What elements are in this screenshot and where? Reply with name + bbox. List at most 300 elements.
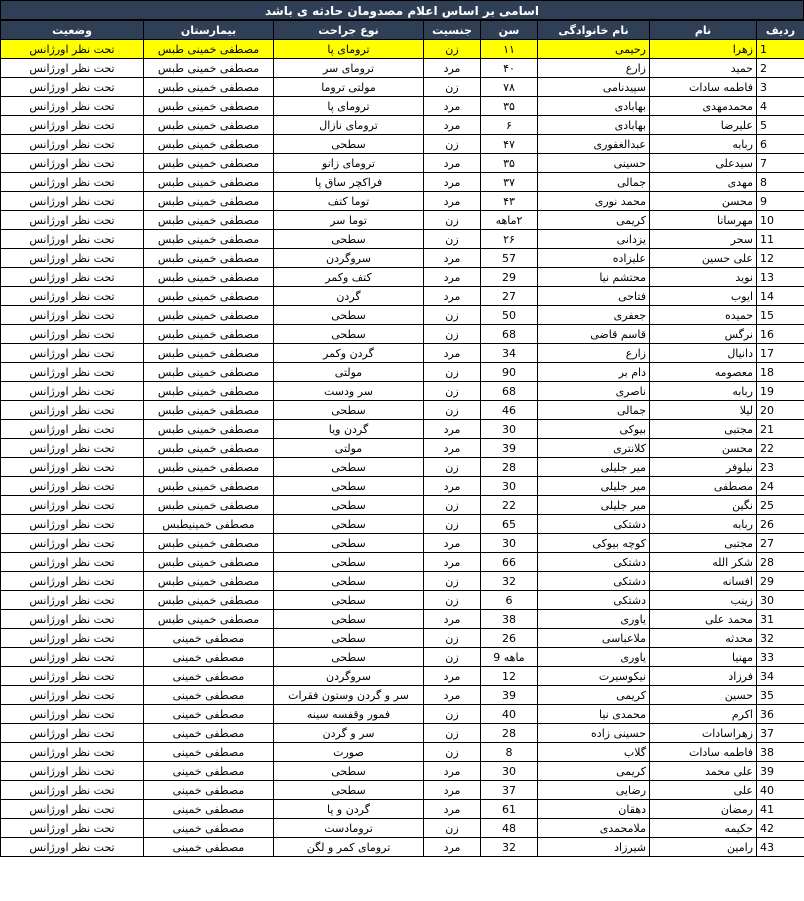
cell-sex[interactable]: مرد	[424, 667, 481, 686]
cell-first-name[interactable]: افسانه	[650, 572, 757, 591]
cell-first-name[interactable]: علی محمد	[650, 762, 757, 781]
cell-sex[interactable]: مرد	[424, 154, 481, 173]
cell-surgery[interactable]: سطحی	[274, 610, 424, 629]
cell-sex[interactable]: مرد	[424, 173, 481, 192]
cell-age[interactable]: ۴۰	[481, 59, 538, 78]
cell-age[interactable]: ۴۳	[481, 192, 538, 211]
cell-family-name[interactable]: قاسم قاضی	[538, 325, 650, 344]
cell-family-name[interactable]: سپیدنامی	[538, 78, 650, 97]
cell-first-name[interactable]: ربابه	[650, 135, 757, 154]
cell-family-name[interactable]: دشتکی	[538, 515, 650, 534]
table-row[interactable]	[1, 287, 804, 306]
cell-age[interactable]: 27	[481, 287, 538, 306]
cell-index[interactable]: 20	[757, 401, 804, 420]
cell-sex[interactable]: مرد	[424, 781, 481, 800]
cell-status[interactable]: تحت نظر اورژانس	[1, 192, 144, 211]
cell-hospital[interactable]: مصطفی خمینی طبس	[144, 306, 274, 325]
cell-index[interactable]: 23	[757, 458, 804, 477]
cell-sex[interactable]: زن	[424, 743, 481, 762]
cell-sex[interactable]: زن	[424, 819, 481, 838]
cell-family-name[interactable]: کوچه بیوکی	[538, 534, 650, 553]
cell-family-name[interactable]: حسینی زاده	[538, 724, 650, 743]
cell-surgery[interactable]: گردن ویا	[274, 420, 424, 439]
cell-first-name[interactable]: محسن	[650, 439, 757, 458]
cell-hospital[interactable]: مصطفی خمینی طبس	[144, 534, 274, 553]
cell-family-name[interactable]: زارع	[538, 344, 650, 363]
cell-status[interactable]: تحت نظر اورژانس	[1, 173, 144, 192]
cell-index[interactable]: 22	[757, 439, 804, 458]
cell-index[interactable]: 2	[757, 59, 804, 78]
cell-hospital[interactable]: مصطفی خمینی	[144, 724, 274, 743]
cell-status[interactable]: تحت نظر اورژانس	[1, 287, 144, 306]
cell-first-name[interactable]: ربابه	[650, 382, 757, 401]
cell-surgery[interactable]: ترومای سر	[274, 59, 424, 78]
table-row[interactable]	[1, 154, 804, 173]
cell-index[interactable]: 32	[757, 629, 804, 648]
cell-index[interactable]: 39	[757, 762, 804, 781]
cell-surgery[interactable]: سطحی	[274, 648, 424, 667]
cell-sex[interactable]: زن	[424, 78, 481, 97]
cell-first-name[interactable]: محسن	[650, 192, 757, 211]
cell-sex[interactable]: مرد	[424, 477, 481, 496]
cell-surgery[interactable]: ترومای نازال	[274, 116, 424, 135]
table-row[interactable]	[1, 743, 804, 762]
cell-first-name[interactable]: معصومه	[650, 363, 757, 382]
table-row[interactable]	[1, 838, 804, 857]
table-row[interactable]	[1, 135, 804, 154]
cell-status[interactable]: تحت نظر اورژانس	[1, 667, 144, 686]
cell-sex[interactable]: مرد	[424, 420, 481, 439]
cell-family-name[interactable]: کریمی	[538, 762, 650, 781]
cell-age[interactable]: ماهه 9	[481, 648, 538, 667]
cell-status[interactable]: تحت نظر اورژانس	[1, 40, 144, 59]
cell-hospital[interactable]: مصطفی خمینی طبس	[144, 59, 274, 78]
cell-sex[interactable]: زن	[424, 230, 481, 249]
cell-surgery[interactable]: گردن	[274, 287, 424, 306]
cell-hospital[interactable]: مصطفی خمینی طبس	[144, 382, 274, 401]
cell-age[interactable]: ۶	[481, 116, 538, 135]
table-row[interactable]	[1, 667, 804, 686]
cell-status[interactable]: تحت نظر اورژانس	[1, 572, 144, 591]
cell-age[interactable]: 65	[481, 515, 538, 534]
cell-family-name[interactable]: گلاب	[538, 743, 650, 762]
cell-age[interactable]: ۳۵	[481, 154, 538, 173]
cell-family-name[interactable]: فتاحی	[538, 287, 650, 306]
table-row[interactable]	[1, 800, 804, 819]
cell-sex[interactable]: مرد	[424, 268, 481, 287]
cell-surgery[interactable]: سطحی	[274, 762, 424, 781]
cell-status[interactable]: تحت نظر اورژانس	[1, 800, 144, 819]
cell-index[interactable]: 1	[757, 40, 804, 59]
cell-age[interactable]: 48	[481, 819, 538, 838]
cell-index[interactable]: 12	[757, 249, 804, 268]
cell-sex[interactable]: مرد	[424, 610, 481, 629]
cell-sex[interactable]: زن	[424, 135, 481, 154]
cell-status[interactable]: تحت نظر اورژانس	[1, 553, 144, 572]
cell-family-name[interactable]: یاوری	[538, 610, 650, 629]
cell-index[interactable]: 16	[757, 325, 804, 344]
cell-family-name[interactable]: محمد نوری	[538, 192, 650, 211]
table-row[interactable]	[1, 40, 804, 59]
table-row[interactable]	[1, 173, 804, 192]
cell-sex[interactable]: مرد	[424, 762, 481, 781]
cell-surgery[interactable]: صورت	[274, 743, 424, 762]
cell-hospital[interactable]: مصطفی خمینی طبس	[144, 211, 274, 230]
cell-index[interactable]: 36	[757, 705, 804, 724]
cell-status[interactable]: تحت نظر اورژانس	[1, 724, 144, 743]
cell-surgery[interactable]: کتف وکمر	[274, 268, 424, 287]
cell-first-name[interactable]: مهرسانا	[650, 211, 757, 230]
cell-surgery[interactable]: مولتی	[274, 439, 424, 458]
cell-family-name[interactable]: میر جلیلی	[538, 458, 650, 477]
cell-hospital[interactable]: مصطفی خمینی طبس	[144, 154, 274, 173]
cell-surgery[interactable]: سر و گردن	[274, 724, 424, 743]
cell-age[interactable]: 37	[481, 781, 538, 800]
cell-family-name[interactable]: یاوری	[538, 648, 650, 667]
cell-age[interactable]: 30	[481, 762, 538, 781]
cell-hospital[interactable]: مصطفی خمینی	[144, 629, 274, 648]
cell-sex[interactable]: زن	[424, 515, 481, 534]
cell-index[interactable]: 28	[757, 553, 804, 572]
cell-surgery[interactable]: سطحی	[274, 515, 424, 534]
cell-family-name[interactable]: دهقان	[538, 800, 650, 819]
table-row[interactable]	[1, 762, 804, 781]
cell-status[interactable]: تحت نظر اورژانس	[1, 211, 144, 230]
table-row[interactable]	[1, 724, 804, 743]
cell-status[interactable]: تحت نظر اورژانس	[1, 629, 144, 648]
cell-family-name[interactable]: دام بر	[538, 363, 650, 382]
cell-family-name[interactable]: جمالی	[538, 173, 650, 192]
cell-sex[interactable]: مرد	[424, 249, 481, 268]
table-row[interactable]	[1, 59, 804, 78]
cell-first-name[interactable]: محمد علی	[650, 610, 757, 629]
cell-surgery[interactable]: سطحی	[274, 477, 424, 496]
cell-family-name[interactable]: کریمی	[538, 211, 650, 230]
table-row[interactable]	[1, 306, 804, 325]
cell-status[interactable]: تحت نظر اورژانس	[1, 648, 144, 667]
cell-first-name[interactable]: دانیال	[650, 344, 757, 363]
cell-status[interactable]: تحت نظر اورژانس	[1, 78, 144, 97]
cell-status[interactable]: تحت نظر اورژانس	[1, 496, 144, 515]
cell-hospital[interactable]: مصطفی خمینی طبس	[144, 477, 274, 496]
col-header-family-name[interactable]: نام خانوادگی	[538, 21, 650, 40]
cell-age[interactable]: 28	[481, 458, 538, 477]
cell-first-name[interactable]: رمضان	[650, 800, 757, 819]
cell-status[interactable]: تحت نظر اورژانس	[1, 154, 144, 173]
cell-first-name[interactable]: حسین	[650, 686, 757, 705]
cell-hospital[interactable]: مصطفی خمینی طبس	[144, 325, 274, 344]
table-row[interactable]	[1, 230, 804, 249]
cell-status[interactable]: تحت نظر اورژانس	[1, 135, 144, 154]
cell-hospital[interactable]: مصطفی خمینی طبس	[144, 610, 274, 629]
cell-index[interactable]: 26	[757, 515, 804, 534]
cell-sex[interactable]: زن	[424, 211, 481, 230]
cell-index[interactable]: 38	[757, 743, 804, 762]
cell-family-name[interactable]: دشتکی	[538, 572, 650, 591]
cell-first-name[interactable]: فرزاد	[650, 667, 757, 686]
cell-age[interactable]: 66	[481, 553, 538, 572]
cell-index[interactable]: 41	[757, 800, 804, 819]
cell-first-name[interactable]: زهرا	[650, 40, 757, 59]
table-row[interactable]	[1, 648, 804, 667]
cell-surgery[interactable]: سطحی	[274, 135, 424, 154]
cell-index[interactable]: 13	[757, 268, 804, 287]
cell-status[interactable]: تحت نظر اورژانس	[1, 781, 144, 800]
cell-surgery[interactable]: سروگردن	[274, 667, 424, 686]
cell-first-name[interactable]: مجتبی	[650, 420, 757, 439]
cell-index[interactable]: 4	[757, 97, 804, 116]
cell-index[interactable]: 42	[757, 819, 804, 838]
table-row[interactable]	[1, 458, 804, 477]
cell-hospital[interactable]: مصطفی خمینی	[144, 781, 274, 800]
cell-surgery[interactable]: سطحی	[274, 781, 424, 800]
cell-status[interactable]: تحت نظر اورژانس	[1, 325, 144, 344]
cell-hospital[interactable]: مصطفی خمینی طبس	[144, 40, 274, 59]
table-row[interactable]	[1, 819, 804, 838]
cell-family-name[interactable]: رضایی	[538, 781, 650, 800]
cell-surgery[interactable]: سطحی	[274, 230, 424, 249]
cell-family-name[interactable]: بهابادی	[538, 97, 650, 116]
cell-surgery[interactable]: گردن و پا	[274, 800, 424, 819]
cell-status[interactable]: تحت نظر اورژانس	[1, 420, 144, 439]
cell-surgery[interactable]: سطحی	[274, 572, 424, 591]
cell-first-name[interactable]: نیلوفر	[650, 458, 757, 477]
cell-family-name[interactable]: رحیمی	[538, 40, 650, 59]
cell-index[interactable]: 10	[757, 211, 804, 230]
col-header-status[interactable]: وضعیت	[1, 21, 144, 40]
cell-hospital[interactable]: مصطفی خمینی	[144, 743, 274, 762]
cell-age[interactable]: 22	[481, 496, 538, 515]
cell-age[interactable]: ۲ماهه	[481, 211, 538, 230]
cell-hospital[interactable]: مصطفی خمینی	[144, 648, 274, 667]
cell-sex[interactable]: زن	[424, 629, 481, 648]
cell-first-name[interactable]: زهراسادات	[650, 724, 757, 743]
cell-first-name[interactable]: نوید	[650, 268, 757, 287]
cell-surgery[interactable]: توما سر	[274, 211, 424, 230]
cell-surgery[interactable]: گردن وکمر	[274, 344, 424, 363]
cell-index[interactable]: 6	[757, 135, 804, 154]
cell-age[interactable]: 32	[481, 572, 538, 591]
table-row[interactable]	[1, 496, 804, 515]
cell-hospital[interactable]: مصطفی خمینی	[144, 667, 274, 686]
cell-age[interactable]: 32	[481, 838, 538, 857]
cell-sex[interactable]: مرد	[424, 59, 481, 78]
cell-hospital[interactable]: مصطفی خمینی طبس	[144, 420, 274, 439]
cell-age[interactable]: ۷۸	[481, 78, 538, 97]
cell-hospital[interactable]: مصطفی خمینی طبس	[144, 230, 274, 249]
cell-family-name[interactable]: ناصری	[538, 382, 650, 401]
table-row[interactable]	[1, 477, 804, 496]
cell-surgery[interactable]: سطحی	[274, 306, 424, 325]
cell-hospital[interactable]: مصطفی خمینیطبس	[144, 515, 274, 534]
cell-index[interactable]: 24	[757, 477, 804, 496]
cell-age[interactable]: 39	[481, 686, 538, 705]
cell-index[interactable]: 43	[757, 838, 804, 857]
cell-family-name[interactable]: جعفری	[538, 306, 650, 325]
col-header-sex[interactable]: جنسیت	[424, 21, 481, 40]
cell-family-name[interactable]: جمالی	[538, 401, 650, 420]
cell-index[interactable]: 35	[757, 686, 804, 705]
cell-surgery[interactable]: سطحی	[274, 534, 424, 553]
cell-hospital[interactable]: مصطفی خمینی	[144, 686, 274, 705]
table-row[interactable]	[1, 515, 804, 534]
col-header-age[interactable]: سن	[481, 21, 538, 40]
cell-sex[interactable]: زن	[424, 363, 481, 382]
cell-family-name[interactable]: ملاعباسی	[538, 629, 650, 648]
table-row[interactable]	[1, 629, 804, 648]
cell-first-name[interactable]: حمیده	[650, 306, 757, 325]
cell-first-name[interactable]: علیرضا	[650, 116, 757, 135]
col-header-hospital[interactable]: بیمارستان	[144, 21, 274, 40]
cell-sex[interactable]: زن	[424, 382, 481, 401]
cell-age[interactable]: 61	[481, 800, 538, 819]
cell-age[interactable]: 68	[481, 325, 538, 344]
cell-surgery[interactable]: ترومای کمر و لگن	[274, 838, 424, 857]
cell-age[interactable]: ۲۶	[481, 230, 538, 249]
cell-first-name[interactable]: سحر	[650, 230, 757, 249]
cell-index[interactable]: 29	[757, 572, 804, 591]
cell-family-name[interactable]: علیزاده	[538, 249, 650, 268]
cell-hospital[interactable]: مصطفی خمینی طبس	[144, 344, 274, 363]
cell-first-name[interactable]: مصطفی	[650, 477, 757, 496]
cell-age[interactable]: 29	[481, 268, 538, 287]
cell-family-name[interactable]: محمدی نیا	[538, 705, 650, 724]
cell-sex[interactable]: زن	[424, 591, 481, 610]
cell-first-name[interactable]: محدثه	[650, 629, 757, 648]
cell-family-name[interactable]: نیکوسیرت	[538, 667, 650, 686]
cell-first-name[interactable]: شکر الله	[650, 553, 757, 572]
cell-family-name[interactable]: کلانتری	[538, 439, 650, 458]
cell-hospital[interactable]: مصطفی خمینی طبس	[144, 287, 274, 306]
cell-age[interactable]: 68	[481, 382, 538, 401]
cell-hospital[interactable]: مصطفی خمینی طبس	[144, 572, 274, 591]
cell-sex[interactable]: مرد	[424, 97, 481, 116]
cell-index[interactable]: 31	[757, 610, 804, 629]
cell-surgery[interactable]: ترومای زانو	[274, 154, 424, 173]
cell-age[interactable]: 39	[481, 439, 538, 458]
cell-status[interactable]: تحت نظر اورژانس	[1, 515, 144, 534]
cell-hospital[interactable]: مصطفی خمینی طبس	[144, 97, 274, 116]
cell-index[interactable]: 14	[757, 287, 804, 306]
table-row[interactable]	[1, 78, 804, 97]
cell-family-name[interactable]: یزدانی	[538, 230, 650, 249]
cell-first-name[interactable]: ربابه	[650, 515, 757, 534]
cell-age[interactable]: 26	[481, 629, 538, 648]
cell-surgery[interactable]: ترومای پا	[274, 97, 424, 116]
cell-status[interactable]: تحت نظر اورژانس	[1, 610, 144, 629]
cell-status[interactable]: تحت نظر اورژانس	[1, 363, 144, 382]
cell-surgery[interactable]: سروگردن	[274, 249, 424, 268]
cell-age[interactable]: 40	[481, 705, 538, 724]
cell-age[interactable]: 6	[481, 591, 538, 610]
cell-surgery[interactable]: فراکچر ساق پا	[274, 173, 424, 192]
cell-first-name[interactable]: نرگس	[650, 325, 757, 344]
cell-surgery[interactable]: سطحی	[274, 401, 424, 420]
cell-surgery[interactable]: فمور وقفسه سینه	[274, 705, 424, 724]
cell-hospital[interactable]: مصطفی خمینی	[144, 762, 274, 781]
cell-hospital[interactable]: مصطفی خمینی طبس	[144, 249, 274, 268]
cell-hospital[interactable]: مصطفی خمینی طبس	[144, 496, 274, 515]
table-row[interactable]	[1, 401, 804, 420]
cell-age[interactable]: 30	[481, 477, 538, 496]
cell-first-name[interactable]: حمید	[650, 59, 757, 78]
cell-surgery[interactable]: سطحی	[274, 553, 424, 572]
table-row[interactable]	[1, 591, 804, 610]
cell-first-name[interactable]: رامین	[650, 838, 757, 857]
cell-age[interactable]: ۱۱	[481, 40, 538, 59]
cell-sex[interactable]: زن	[424, 306, 481, 325]
table-row[interactable]	[1, 116, 804, 135]
cell-sex[interactable]: مرد	[424, 686, 481, 705]
table-row[interactable]	[1, 705, 804, 724]
cell-index[interactable]: 37	[757, 724, 804, 743]
cell-age[interactable]: 90	[481, 363, 538, 382]
cell-status[interactable]: تحت نظر اورژانس	[1, 401, 144, 420]
cell-hospital[interactable]: مصطفی خمینی طبس	[144, 268, 274, 287]
cell-hospital[interactable]: مصطفی خمینی طبس	[144, 591, 274, 610]
table-row[interactable]	[1, 420, 804, 439]
cell-status[interactable]: تحت نظر اورژانس	[1, 686, 144, 705]
cell-sex[interactable]: زن	[424, 496, 481, 515]
cell-age[interactable]: 57	[481, 249, 538, 268]
cell-index[interactable]: 27	[757, 534, 804, 553]
cell-family-name[interactable]: بیوکی	[538, 420, 650, 439]
cell-index[interactable]: 9	[757, 192, 804, 211]
cell-first-name[interactable]: علی	[650, 781, 757, 800]
cell-index[interactable]: 21	[757, 420, 804, 439]
cell-hospital[interactable]: مصطفی خمینی طبس	[144, 401, 274, 420]
cell-hospital[interactable]: مصطفی خمینی طبس	[144, 439, 274, 458]
cell-hospital[interactable]: مصطفی خمینی	[144, 800, 274, 819]
cell-first-name[interactable]: فاطمه سادات	[650, 743, 757, 762]
cell-hospital[interactable]: مصطفی خمینی	[144, 705, 274, 724]
cell-hospital[interactable]: مصطفی خمینی طبس	[144, 116, 274, 135]
cell-surgery[interactable]: سر ودست	[274, 382, 424, 401]
cell-surgery[interactable]: سطحی	[274, 591, 424, 610]
cell-sex[interactable]: زن	[424, 724, 481, 743]
cell-age[interactable]: 30	[481, 534, 538, 553]
cell-first-name[interactable]: اکرم	[650, 705, 757, 724]
table-row[interactable]	[1, 686, 804, 705]
cell-hospital[interactable]: مصطفی خمینی	[144, 819, 274, 838]
cell-age[interactable]: 8	[481, 743, 538, 762]
cell-index[interactable]: 34	[757, 667, 804, 686]
cell-family-name[interactable]: کریمی	[538, 686, 650, 705]
table-row[interactable]	[1, 553, 804, 572]
cell-first-name[interactable]: ایوب	[650, 287, 757, 306]
cell-surgery[interactable]: مولتی تروما	[274, 78, 424, 97]
cell-age[interactable]: 46	[481, 401, 538, 420]
cell-sex[interactable]: مرد	[424, 116, 481, 135]
cell-sex[interactable]: زن	[424, 705, 481, 724]
cell-family-name[interactable]: زارع	[538, 59, 650, 78]
cell-index[interactable]: 19	[757, 382, 804, 401]
cell-family-name[interactable]: میر جلیلی	[538, 477, 650, 496]
table-row[interactable]	[1, 781, 804, 800]
cell-index[interactable]: 18	[757, 363, 804, 382]
cell-index[interactable]: 25	[757, 496, 804, 515]
cell-status[interactable]: تحت نظر اورژانس	[1, 344, 144, 363]
cell-surgery[interactable]: سطحی	[274, 325, 424, 344]
cell-index[interactable]: 5	[757, 116, 804, 135]
cell-sex[interactable]: مرد	[424, 553, 481, 572]
cell-index[interactable]: 15	[757, 306, 804, 325]
col-header-first-name[interactable]: نام	[650, 21, 757, 40]
cell-hospital[interactable]: مصطفی خمینی طبس	[144, 192, 274, 211]
table-row[interactable]	[1, 534, 804, 553]
cell-first-name[interactable]: لیلا	[650, 401, 757, 420]
cell-index[interactable]: 30	[757, 591, 804, 610]
